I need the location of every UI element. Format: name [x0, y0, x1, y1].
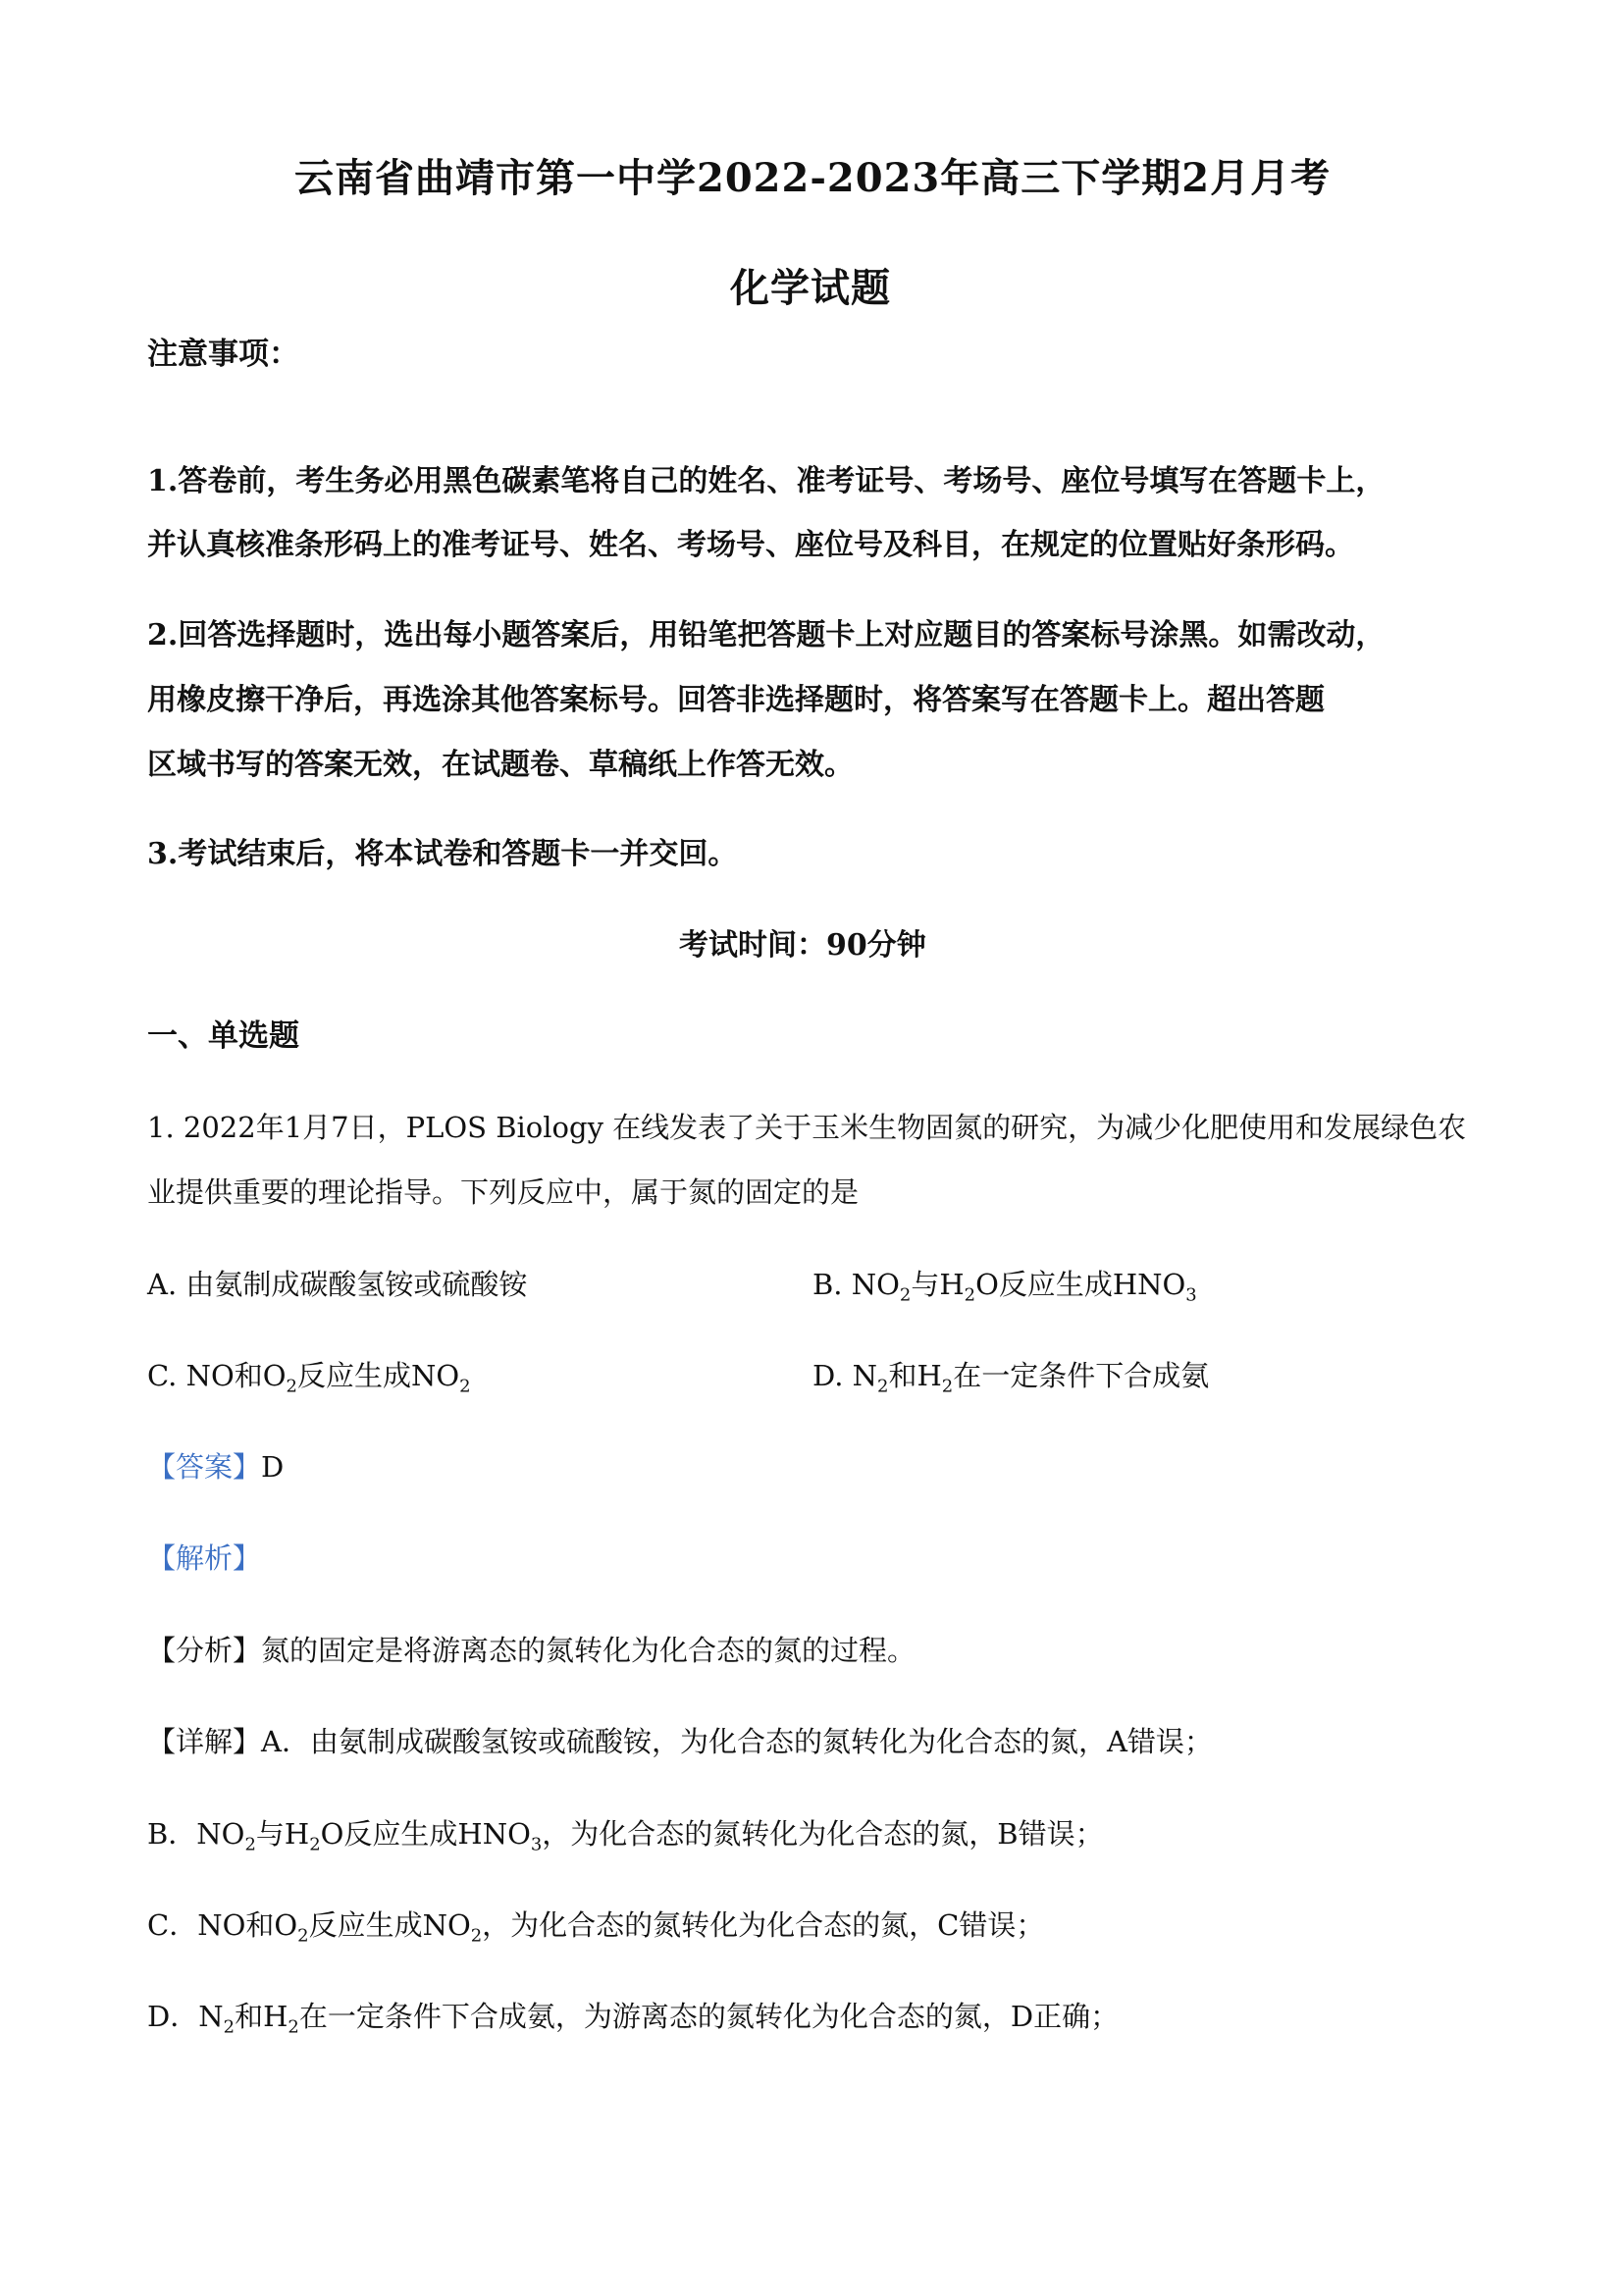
analysis-label: 【解析】	[147, 1541, 262, 1575]
notice-line: 2.回答选择题时，选出每小题答案后，用铅笔把答题卡上对应题目的答案标号涂黑。如需改动，	[147, 618, 1386, 652]
option-d: D. $N_2$和$H_2$在一定条件下合成氨	[812, 1359, 1210, 1397]
detail-tag: 【详解】	[147, 1725, 262, 1758]
option-b: B. $NO_2$与$H_2O$反应生成$HNO_3$	[812, 1268, 1197, 1306]
question-stem: 1. 2022年1月7日，PLOS Biology 在线发表了关于玉米生物固氮的研究，为减少化肥使用和发展绿色农	[147, 1111, 1467, 1144]
detail-line-d: D．$N_2$和$H_2$在一定条件下合成氨，为游离态的氮转化为化合态的氮，D正确；	[147, 2000, 1120, 2038]
answer-line	[147, 1445, 284, 1486]
detail-line-b: B．$NO_2$与$H_2O$反应生成$HNO_3$，为化合态的氮转化为化合态的氮，B错误；	[147, 1817, 1104, 1855]
notice-line: 区域书写的答案无效，在试题卷、草稿纸上作答无效。	[147, 748, 854, 782]
answer-label: 【答案】	[147, 1450, 262, 1484]
analysis-text: 氮的固定是将游离态的氮转化为化合态的氮的过程。	[261, 1634, 916, 1667]
exam-title: 云南省曲靖市第一中学2022-2023年高三下学期2月月考	[294, 155, 1332, 201]
section-heading: 一、单选题	[147, 1018, 299, 1054]
exam-time: 考试时间：90分钟	[679, 928, 926, 963]
detail-line-a: 【详解】A．由氨制成碳酸氢铵或硫酸铵，为化合态的氮转化为化合态的氮，A错误；	[147, 1725, 1213, 1758]
notice-line: 并认真核准条形码上的准考证号、姓名、考场号、座位号及科目，在规定的位置贴好条形码。	[147, 528, 1354, 562]
option-a: A. 由氨制成碳酸氢铵或硫酸铵	[147, 1268, 528, 1301]
notice-line: 1.答卷前，考生务必用黑色碳素笔将自己的姓名、准考证号、考场号、座位号填写在答题卡上，	[147, 464, 1386, 498]
analysis-tag: 【分析】	[147, 1634, 262, 1667]
analysis-line	[147, 1629, 916, 1669]
notice-line: 用橡皮擦干净后，再选涂其他答案标号。回答非选择题时，将答案写在答题卡上。超出答题	[147, 683, 1325, 717]
notice-heading: 注意事项：	[147, 337, 299, 372]
exam-subtitle: 化学试题	[730, 265, 891, 311]
notice-line: 3.考试结束后，将本试卷和答题卡一并交回。	[147, 837, 738, 871]
detail-line-c: C．NO和$O_2$反应生成$NO_2$，为化合态的氮转化为化合态的氮，C错误；	[147, 1908, 1045, 1947]
option-c: C. NO和$O_2$反应生成$NO_2$	[147, 1359, 471, 1397]
answer-value: D	[261, 1450, 285, 1484]
question-stem: 业提供重要的理论指导。下列反应中，属于氮的固定的是	[147, 1175, 860, 1209]
